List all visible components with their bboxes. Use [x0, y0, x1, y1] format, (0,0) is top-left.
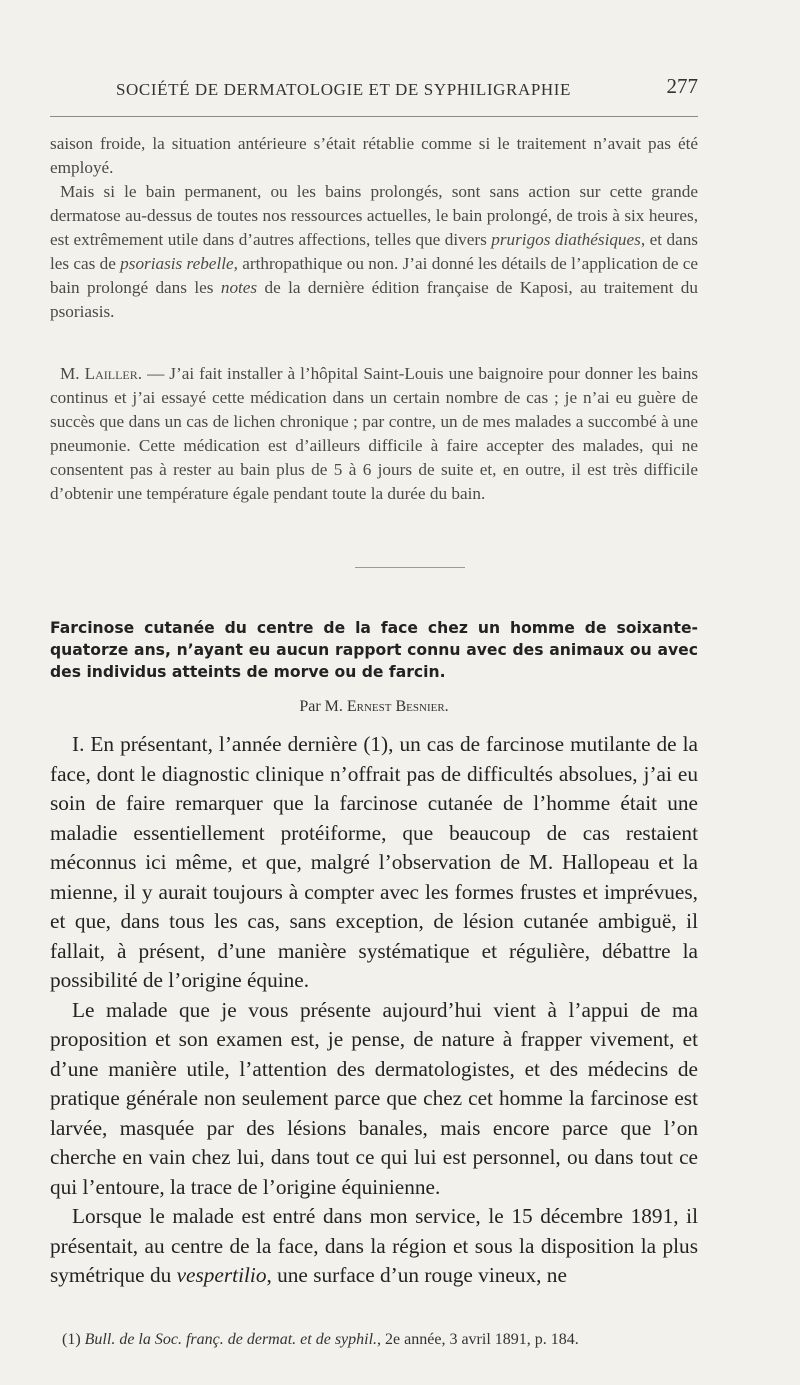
footnote: (1) Bull. de la Soc. franç. de dermat. et de syphil., 2e année, 3 avril 1891, p. 184.: [62, 1331, 579, 1348]
discussion-continuation: [50, 132, 698, 324]
lailler-remark: [50, 362, 698, 506]
running-title: SOCIÉTÉ DE DERMATOLOGIE ET DE SYPHILIGRAPHIE: [116, 80, 572, 99]
paragraph: Mais si le bain permanent, ou les bains prolongés, sont sans action sur cette grande dermatose au-dessus de toutes nos ressources actuelles, le bain prolongé, de trois à six heures, est extrêmement utile dans d’autres affections, telles que divers prurigos diathésiques, et dans les cas de psoriasis rebelle, arthropathique ou non. J’ai donné les détails de l’application de ce bain prolongé dans les notes de la dernière édition française de Kaposi, au traitement du psoriasis.: [50, 182, 699, 321]
paragraph: Lorsque le malade est entré dans mon service, le 15 décembre 1891, il présentait, au centre de la face, dans la région et sous la disposition la plus symétrique du vespertilio, une surface d’un rouge vineux, ne: [50, 1204, 698, 1287]
paragraph: I. En présentant, l’année dernière (1), un cas de farcinose mutilante de la face, dont le diagnostic clinique n’offrait pas de difficultés absolues, j’ai eu soin de faire remarquer que la farcinose cutanée de l’homme était une maladie essentiellement protéiforme, que beaucoup de cas restaient méconnus ici même, et que, malgré l’observation de M. Hallopeau et la mienne, il y aurait toujours à compter avec les formes frustes et imprévues, et que, dans tous les cas, sans exception, de lésion cutanée ambiguë, il fallait, à présent, d’une manière systématique et régulière, débattre la possibilité de l’origine équine.: [50, 732, 698, 992]
page-number: 277: [666, 74, 698, 98]
article-author: Par M. Ernest Besnier.: [299, 698, 449, 715]
header-rule: [50, 116, 698, 117]
paragraph: M. Lailler. — J’ai fait installer à l’hôpital Saint-Louis une baignoire pour donner les bains continus et j’ai essayé cette médication dans un certain nombre de cas ; je n’ai eu guère de succès que dans un cas de lichen chronique ; par contre, un de mes malades a succombé à une pneumonie. Cette médication est d’ailleurs difficile à faire accepter des malades, qui ne consentent pas à rester au bain plus de 5 à 6 jours de suite et, en outre, il est très difficile d’obtenir une température égale pendant toute la durée du bain.: [50, 364, 699, 503]
speaker-name: M. Lailler.: [60, 364, 143, 383]
running-header: [50, 72, 698, 106]
article-title: Farcinose cutanée du centre de la face chez un homme de soixante-quatorze ans, n’ayant eu aucun rapport connu avec des animaux ou avec des individus atteints de morve ou de farcin.: [50, 619, 698, 681]
section-divider: [355, 567, 465, 568]
article-body: [50, 730, 698, 1291]
paragraph: saison froide, la situation antérieure s’était rétablie comme si le traitement n’avait pas été employé.: [50, 134, 698, 177]
paragraph: Le malade que je vous présente aujourd’hui vient à l’appui de ma proposition et son examen est, je pense, de nature à frapper vivement, et d’une manière utile, l’attention des dermatologistes, et des médecins de pratique générale non seulement parce que chez cet homme la farcinose est larvée, masquée par des lésions banales, mais encore parce que l’on cherche en vain chez lui, dans tout ce qui lui est personnel, ou dans tout ce qui l’entoure, la trace de l’origine équinienne.: [50, 997, 698, 1199]
